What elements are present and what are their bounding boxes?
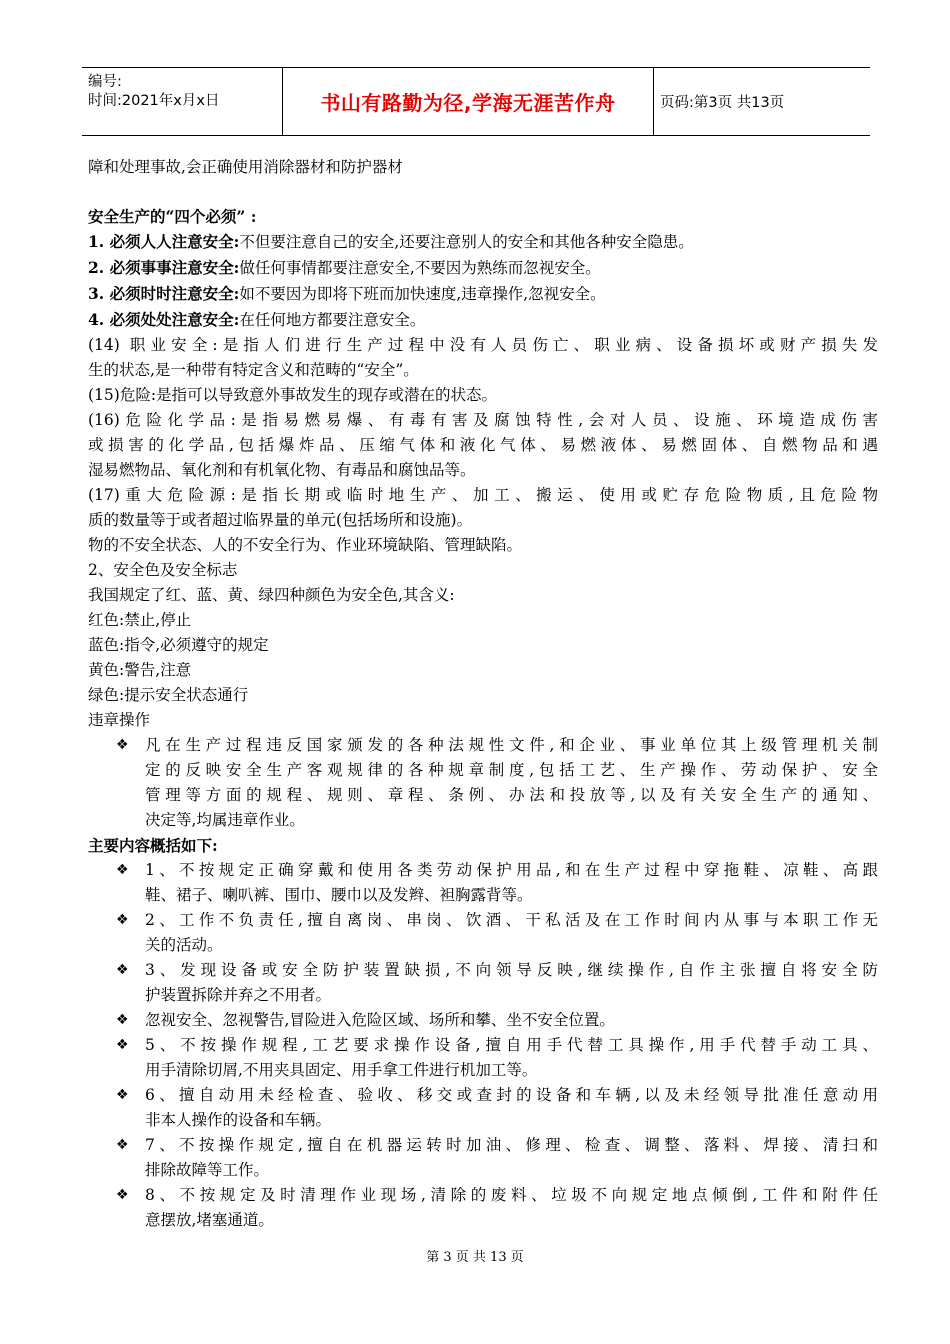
bullet-line: 意摆放,堵塞通道。	[145, 1211, 274, 1229]
bullet-line: 6、擅自动用未经检查、验收、移交或查封的设备和车辆,以及未经领导批准任意动用	[145, 1086, 878, 1104]
section-heading: 2、安全色及安全标志	[88, 561, 238, 579]
diamond-bullet-icon: ❖	[116, 912, 129, 928]
bullet-line: 5、不按操作规程,工艺要求操作设备,擅自用手代替工具操作,用手代替手动工具、	[145, 1036, 878, 1054]
diamond-bullet-icon: ❖	[116, 1037, 129, 1053]
paragraph: 我国规定了红、蓝、黄、绿四种颜色为安全色,其含义:	[88, 586, 455, 604]
bullet-line: 护装置拆除并弃之不用者。	[145, 986, 332, 1004]
section-title: 安全生产的“四个必须” :	[88, 207, 257, 226]
must-item	[88, 255, 878, 281]
must-head: 4. 必须处处注意安全:	[88, 310, 240, 329]
section-heading: 违章操作	[88, 711, 151, 729]
must-text: 做任何事情都要注意安全,不要因为熟练而忽视安全。	[239, 259, 601, 277]
definition-line: (14) 职业安全:是指人们进行生产过程中没有人员伤亡、职业病、设备损坏或财产损失发	[88, 336, 878, 354]
must-text: 不但要注意自己的安全,还要注意别人的安全和其他各种安全隐患。	[239, 233, 694, 251]
bullet-line: 2、工作不负责任,擅自离岗、串岗、饮酒、干私活及在工作时间内从事与本职工作无	[145, 911, 878, 929]
diamond-bullet-icon: ❖	[116, 1012, 129, 1028]
bullet-line: 管理等方面的规程、规则、章程、条例、办法和投放等,以及有关安全生产的通知、	[145, 786, 878, 804]
bullet-line: 定的反映安全生产客观规律的各种规章制度,包括工艺、生产操作、劳动保护、安全	[145, 761, 878, 779]
color-meaning-yellow: 黄色:警告,注意	[88, 661, 192, 679]
definition-line: 或损害的化学品,包括爆炸品、压缩气体和液化气体、易燃液体、易燃固体、自燃物品和遇	[88, 436, 878, 454]
bullet-item	[88, 1183, 878, 1233]
motto: 书山有路勤为径,学海无涯苦作舟	[320, 91, 616, 115]
bullet-line: 7、不按操作规定,擅自在机器运转时加油、修理、检查、调整、落料、焊接、清扫和	[145, 1136, 878, 1154]
bullet-line: 鞋、裙子、喇叭裤、围巾、腰巾以及发辫、袒胸露背等。	[145, 886, 533, 904]
diamond-bullet-icon: ❖	[116, 1187, 129, 1203]
diamond-bullet-icon: ❖	[116, 862, 129, 878]
must-item	[88, 307, 878, 333]
must-head: 2. 必须事事注意安全:	[88, 258, 240, 277]
must-head: 3. 必须时时注意安全:	[88, 284, 240, 303]
document-body	[88, 155, 878, 1233]
header-meta	[82, 68, 282, 135]
must-head: 1. 必须人人注意安全:	[88, 232, 240, 251]
bullet-line: 用手清除切屑,不用夹具固定、用手拿工件进行机加工等。	[145, 1061, 538, 1079]
definition-line: (15)危险:是指可以导致意外事故发生的现存或潜在的状态。	[88, 386, 498, 404]
paragraph: 障和处理事故,会正确使用消除器材和防护器材	[88, 158, 403, 176]
definition-line: 湿易燃物品、氧化剂和有机氧化物、有毒品和腐蚀品等。	[88, 461, 476, 479]
bullet-item	[88, 733, 878, 833]
diamond-bullet-icon: ❖	[116, 1087, 129, 1103]
diamond-bullet-icon: ❖	[116, 737, 129, 753]
diamond-bullet-icon: ❖	[116, 962, 129, 978]
section-title: 主要内容概括如下:	[88, 836, 218, 855]
must-text: 如不要因为即将下班而加快速度,违章操作,忽视安全。	[239, 285, 606, 303]
must-text: 在任何地方都要注意安全。	[239, 311, 426, 329]
spacer	[88, 180, 878, 204]
page-label: 页码:第3页 共13页	[660, 95, 785, 111]
bullet-line: 8、不按规定及时清理作业现场,清除的废料、垃圾不向规定地点倾倒,工件和附件任	[145, 1186, 878, 1204]
bullet-line: 3、发现设备或安全防护装置缺损,不向领导反映,继续操作,自作主张擅自将安全防	[145, 961, 878, 979]
page-footer: 第 3 页 共 13 页	[426, 1250, 524, 1265]
diamond-bullet-icon: ❖	[116, 1137, 129, 1153]
must-item	[88, 281, 878, 307]
bullet-item	[88, 1033, 878, 1083]
bullet-item	[88, 1008, 878, 1033]
time-label: 时间:2021年x月x日	[88, 93, 220, 109]
bullet-line: 非本人操作的设备和车辆。	[145, 1111, 332, 1129]
header-page-cell	[654, 68, 870, 135]
definition-line: 质的数量等于或者超过临界量的单元(包括场所和设施)。	[88, 511, 473, 529]
bullet-line: 决定等,均属违章作业。	[145, 811, 305, 829]
bullet-line: 关的活动。	[145, 936, 223, 954]
bullet-line: 1、不按规定正确穿戴和使用各类劳动保护用品,和在生产过程中穿拖鞋、凉鞋、高跟	[145, 861, 878, 879]
header-motto-cell	[282, 68, 654, 135]
bullet-item	[88, 858, 878, 908]
color-meaning-blue: 蓝色:指令,必须遵守的规定	[88, 636, 269, 654]
page-header	[82, 67, 870, 136]
must-item	[88, 229, 878, 255]
bullet-item	[88, 958, 878, 1008]
bullet-item	[88, 1083, 878, 1133]
color-meaning-red: 红色:禁止,停止	[88, 611, 192, 629]
definition-line: (16)危险化学品:是指易燃易爆、有毒有害及腐蚀特性,会对人员、设施、环境造成伤害	[88, 411, 878, 429]
number-label: 编号:	[88, 74, 122, 90]
bullet-line: 排除故障等工作。	[145, 1161, 270, 1179]
bullet-item	[88, 1133, 878, 1183]
definition-line: 生的状态,是一种带有特定含义和范畴的“安全”。	[88, 361, 419, 379]
bullet-item	[88, 908, 878, 958]
color-meaning-green: 绿色:提示安全状态通行	[88, 686, 249, 704]
bullet-line: 忽视安全、忽视警告,冒险进入危险区域、场所和攀、坐不安全位置。	[145, 1011, 615, 1029]
definition-line: (17)重大危险源:是指长期或临时地生产、加工、搬运、使用或贮存危险物质,且危险物	[88, 486, 878, 504]
bullet-line: 凡在生产过程违反国家颁发的各种法规性文件,和企业、事业单位其上级管理机关制	[145, 736, 878, 754]
paragraph: 物的不安全状态、人的不安全行为、作业环境缺陷、管理缺陷。	[88, 536, 523, 554]
